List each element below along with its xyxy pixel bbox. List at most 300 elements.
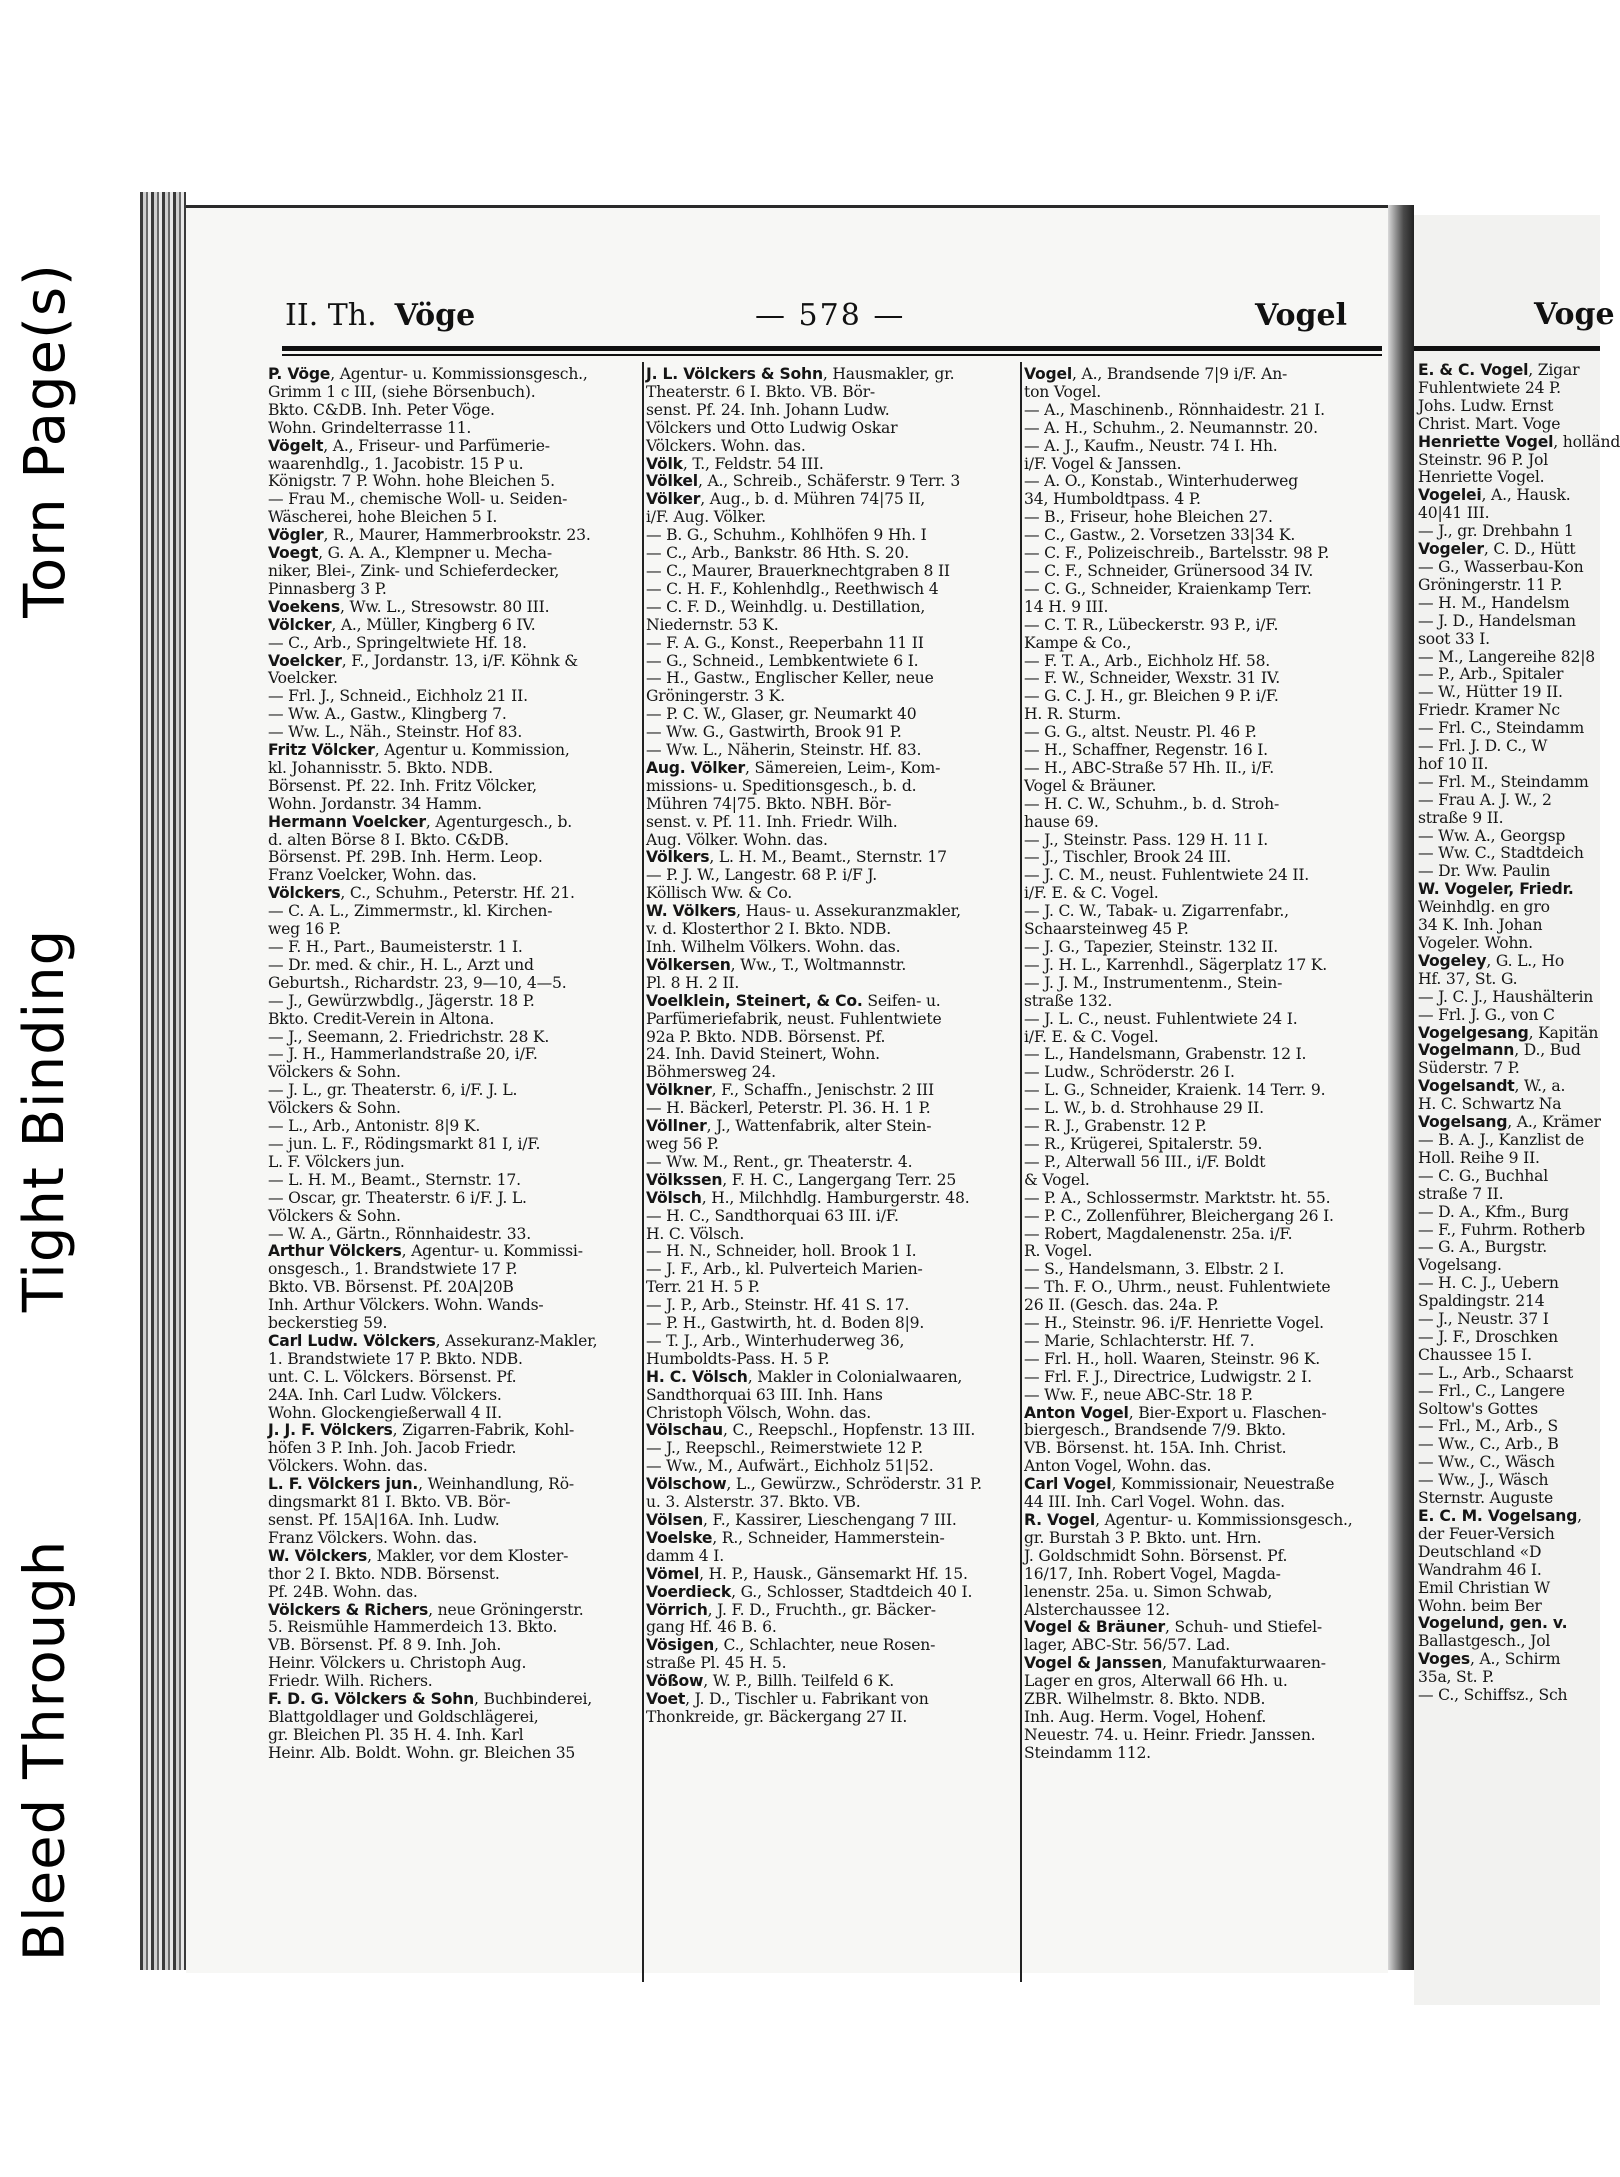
directory-line: — L., Handelsmann, Grabenstr. 12 I. <box>1024 1045 1307 1064</box>
column-divider <box>1020 362 1022 1982</box>
directory-line: — J. H., Hammerlandstraße 20, i/F. <box>268 1045 538 1064</box>
directory-line: höfen 3 P. Inh. Joh. Jacob Friedr. <box>268 1439 517 1458</box>
directory-line: — Ww. G., Gastwirth, Brook 91 P. <box>646 723 902 742</box>
torn-pages-text: Torn Page(s) <box>12 262 78 618</box>
directory-line: Vogelsang, A., Krämer <box>1418 1113 1601 1132</box>
directory-line: — Frau M., chemische Woll- u. Seiden- <box>268 490 568 509</box>
directory-line: 34, Humboldtpass. 4 P. <box>1024 490 1201 509</box>
directory-line: Steindamm 112. <box>1024 1743 1151 1762</box>
entry-name: Voelcker <box>268 651 342 670</box>
directory-line: — J. C. J., Haushälterin <box>1418 987 1594 1006</box>
directory-line: — Frl. F. J., Directrice, Ludwigstr. 2 I. <box>1024 1367 1312 1386</box>
directory-line: Voekens, Ww. L., Stresowstr. 80 III. <box>268 597 550 616</box>
entry-name: Aug. Völker <box>646 758 745 777</box>
entry-name: Henriette Vogel <box>1418 432 1554 451</box>
directory-line: — C. F. D., Weinhdlg. u. Destillation, <box>646 597 926 616</box>
directory-line: Blattgoldlager und Goldschlägerei, <box>268 1707 539 1726</box>
directory-line: Vogelsandt, W., a. <box>1418 1077 1566 1096</box>
directory-line: Kampe & Co., <box>1024 633 1132 652</box>
directory-line: Völschau, C., Reepschl., Hopfenstr. 13 III. <box>646 1421 976 1440</box>
directory-line: Börsenst. Pf. 29B. Inh. Herm. Leop. <box>268 848 543 867</box>
directory-line: Vogel & Bräuner. <box>1024 776 1157 795</box>
directory-line: — D. A., Kfm., Burg <box>1418 1202 1569 1221</box>
directory-line: Vogeler. Wohn. <box>1418 934 1533 952</box>
directory-line: Steinstr. 96 P. Jol <box>1418 450 1549 469</box>
directory-line: — H. Bäckerl, Peterstr. Pl. 36. H. 1 P. <box>646 1099 931 1118</box>
page-number: — 578 — <box>755 298 906 333</box>
directory-line: Bkto. VB. Börsenst. Pf. 20A|20B <box>268 1278 514 1297</box>
directory-line: — G., Schneid., Lembkentwiete 6 I. <box>646 651 919 670</box>
directory-line: — J. F., Arb., kl. Pulverteich Marien- <box>646 1260 923 1279</box>
entry-name: Vögler <box>268 526 324 545</box>
directory-line: — J. L. C., neust. Fuhlentwiete 24 I. <box>1024 1009 1298 1028</box>
directory-line: — R. J., Grabenstr. 12 P. <box>1024 1117 1207 1136</box>
directory-line: waarenhdlg., 1. Jacobistr. 15 P u. <box>268 454 524 473</box>
directory-line: 34 K. Inh. Johan <box>1418 916 1543 935</box>
directory-line: H. C. Schwartz Na <box>1418 1095 1562 1114</box>
directory-line: — P. H., Gastwirth, ht. d. Boden 8|9. <box>646 1314 925 1333</box>
directory-line: Vogel & Janssen, Manufakturwaaren- <box>1024 1654 1326 1673</box>
directory-line: Vogelsang. <box>1418 1256 1502 1275</box>
entry-name: Anton Vogel <box>1024 1403 1129 1422</box>
directory-line: H. C. Völsch. <box>646 1224 745 1243</box>
directory-line: Hermann Voelcker, Agenturgesch., b. <box>268 812 573 831</box>
directory-line: Wohn. beim Ber <box>1418 1596 1542 1615</box>
directory-line: Völckers, C., Schuhm., Peterstr. Hf. 21. <box>268 884 575 903</box>
directory-line: Fuhlentwiete 24 P. <box>1418 378 1561 397</box>
entry-name: Voges <box>1418 1650 1470 1669</box>
directory-line: L. F. Völckers jun. <box>268 1152 405 1171</box>
directory-line: — Ww., J., Wäsch <box>1418 1471 1549 1490</box>
entry-name: Vogelund, gen. v. <box>1418 1614 1568 1633</box>
directory-line: onsgesch., 1. Brandstwiete 17 P. <box>268 1260 518 1279</box>
directory-line: — J., Reepschl., Reimerstwiete 12 P. <box>646 1439 923 1458</box>
directory-line: Völcker, A., Müller, Kingberg 6 IV. <box>268 615 536 634</box>
directory-line: — M., Langereihe 82|8 <box>1418 647 1596 666</box>
directory-line: Inh. Aug. Herm. Vogel, Hohenf. <box>1024 1707 1267 1726</box>
directory-line: — H., ABC-Straße 57 Hh. II., i/F. <box>1024 758 1275 777</box>
directory-line: gang Hf. 46 B. 6. <box>646 1618 777 1637</box>
adjacent-page-column <box>1418 361 1620 1992</box>
torn-pages-label <box>0 130 90 750</box>
directory-line: Völckers & Richers, neue Gröningerstr. <box>268 1600 584 1619</box>
entry-name: Vogeler <box>1418 540 1484 559</box>
directory-line: Niedernstr. 53 K. <box>646 615 779 634</box>
entry-name: F. D. G. Völckers & Sohn <box>268 1690 474 1709</box>
directory-line: — C., Schiffsz., Sch <box>1418 1686 1568 1705</box>
directory-line: H. R. Sturm. <box>1024 705 1121 724</box>
directory-line: Franz Voelcker, Wohn. das. <box>268 866 477 885</box>
directory-line: — Ww. L., Näherin, Steinstr. Hf. 83. <box>646 741 922 760</box>
directory-line: Voelske, R., Schneider, Hammerstein- <box>646 1528 945 1547</box>
entry-name: Voelske <box>646 1528 713 1547</box>
entry-name: H. C. Völsch <box>646 1367 748 1386</box>
directory-line: Carl Ludw. Völckers, Assekuranz-Makler, <box>268 1331 598 1350</box>
directory-line: — Frl. M., Steindamm <box>1418 772 1589 791</box>
directory-line: — F. H., Part., Baumeisterstr. 1 I. <box>268 938 523 956</box>
directory-line: — G. G., altst. Neustr. Pl. 46 P. <box>1024 723 1257 742</box>
directory-line: — F. T. A., Arb., Eichholz Hf. 58. <box>1024 651 1271 670</box>
directory-line: — C. F., Polizeischreib., Bartelsstr. 98 P. <box>1024 544 1330 563</box>
directory-line: — Ww. M., Rent., gr. Theaterstr. 4. <box>646 1152 913 1171</box>
entry-name: Völsen <box>646 1511 704 1529</box>
directory-line: — J. C. M., neust. Fuhlentwiete 24 II. <box>1024 866 1310 885</box>
directory-line: Vörrich, J. F. D., Fruchth., gr. Bäcker- <box>646 1600 936 1619</box>
entry-name: Voet <box>646 1690 686 1709</box>
directory-line: — J. D., Handelsman <box>1418 611 1576 630</box>
directory-line: Vogelgesang, Kapitän <box>1418 1023 1599 1042</box>
directory-line: — Frl. J. D. C., W <box>1418 737 1548 756</box>
entry-name: Vogelgesang <box>1418 1023 1529 1042</box>
directory-line: 35a, St. P. <box>1418 1668 1495 1687</box>
entry-name: Völk <box>646 454 683 473</box>
directory-line: Börsenst. Pf. 22. Inh. Fritz Völcker, <box>268 776 537 795</box>
adjacent-page-fragment <box>1414 215 1620 2005</box>
directory-line: kl. Johannisstr. 5. Bkto. NDB. <box>268 758 493 777</box>
tight-binding-text: Tight Binding <box>12 928 78 1312</box>
entry-name: Voekens <box>268 597 341 616</box>
entry-name: Voerdieck <box>646 1582 732 1601</box>
directory-line: Voges, A., Schirm <box>1418 1650 1561 1669</box>
directory-line: — Frl. H., holl. Waaren, Steinstr. 96 K. <box>1024 1349 1320 1368</box>
directory-line: der Feuer-Versich <box>1418 1524 1555 1543</box>
entry-name: Völkssen <box>646 1170 723 1189</box>
directory-line: i/F. E. & C. Vogel. <box>1024 1027 1159 1046</box>
directory-line: — J., Gewürzwbdlg., Jägerstr. 18 P. <box>268 991 535 1010</box>
directory-line: F. D. G. Völckers & Sohn, Buchbinderei, <box>268 1690 593 1709</box>
directory-line: Völsch, H., Milchhdlg. Hamburgerstr. 48. <box>646 1188 970 1207</box>
directory-line: — L., Arb., Schaarst <box>1418 1363 1574 1382</box>
directory-line: 5. Reismühle Hammerdeich 13. Bkto. <box>268 1618 558 1637</box>
entry-name: L. F. Völckers jun. <box>268 1475 419 1494</box>
directory-line: — J. H. L., Karrenhdl., Sägerplatz 17 K. <box>1024 955 1328 974</box>
directory-line: straße 132. <box>1024 991 1113 1010</box>
entry-name: J. L. Völckers & Sohn <box>646 365 823 383</box>
directory-line: Völschow, L., Gewürzw., Schröderstr. 31 P. <box>646 1475 982 1494</box>
directory-line: Emil Christian W <box>1418 1578 1550 1597</box>
entry-name: Völckers & Richers <box>268 1600 429 1619</box>
directory-line: Deutschland «D <box>1418 1542 1542 1561</box>
directory-line: — B. G., Schuhm., Kohlhöfen 9 Hh. I <box>646 526 927 545</box>
header-rule-thick <box>282 346 1382 351</box>
directory-line: — F. W., Schneider, Wexstr. 31 IV. <box>1024 669 1280 688</box>
directory-line: beckerstieg 59. <box>268 1314 388 1333</box>
entry-name: Vößow <box>646 1672 704 1691</box>
directory-line: Völkersen, Ww., T., Woltmannstr. <box>646 955 907 974</box>
directory-line: W. Völckers, Makler, vor dem Kloster- <box>268 1546 569 1565</box>
directory-line: Heinr. Alb. Boldt. Wohn. gr. Bleichen 35 <box>268 1743 576 1762</box>
directory-line: Völker, Aug., b. d. Mühren 74|75 II, <box>646 490 926 509</box>
directory-line: — G., Wasserbau-Kon <box>1418 557 1584 576</box>
entry-name: Vogelei <box>1418 486 1482 505</box>
entry-name: Völsch <box>646 1188 702 1207</box>
directory-line: unt. C. L. Völckers. Börsenst. Pf. <box>268 1367 517 1386</box>
header-right-word: Vogel <box>1255 298 1347 333</box>
entry-name: E. C. M. Vogelsang <box>1418 1507 1578 1525</box>
directory-line: Anton Vogel, Bier-Export u. Flaschen- <box>1024 1403 1327 1422</box>
directory-line: — A. O., Konstab., Winterhuderweg <box>1024 472 1298 491</box>
directory-line: — H. M., Handelsm <box>1418 593 1570 612</box>
directory-line: — F., Fuhrm. Rotherb <box>1418 1220 1585 1239</box>
directory-line: Voelcker. <box>268 669 338 688</box>
directory-line: Vogel, A., Brandsende 7|9 i/F. An- <box>1024 365 1288 383</box>
directory-line: Vogelmann, D., Bud <box>1418 1041 1581 1060</box>
entry-name: Völkers <box>646 848 710 867</box>
directory-line: H. C. Völsch, Makler in Colonialwaaren, <box>646 1367 963 1386</box>
directory-line: Aug. Völker, Sämereien, Leim-, Kom- <box>646 758 941 777</box>
directory-line: — H., Schaffner, Regenstr. 16 I. <box>1024 741 1268 760</box>
directory-line: — L. H. M., Beamt., Sternstr. 17. <box>268 1170 521 1189</box>
directory-line: — J. J. M., Instrumentenm., Stein- <box>1024 973 1283 992</box>
directory-line: u. 3. Alsterstr. 37. Bkto. VB. <box>646 1493 861 1512</box>
directory-line: — P., Alterwall 56 III., i/F. Boldt <box>1024 1152 1266 1171</box>
directory-line: Parfümeriefabrik, neust. Fuhlentwiete <box>646 1009 942 1028</box>
directory-line: Friedr. Kramer Nc <box>1418 701 1560 720</box>
entry-name: E. & C. Vogel <box>1418 361 1529 379</box>
directory-line: Völckers & Sohn. <box>268 1063 401 1082</box>
directory-line: thor 2 I. Bkto. NDB. Börsenst. <box>268 1564 500 1583</box>
directory-line: — Ww. F., neue ABC-Str. 18 P. <box>1024 1385 1253 1404</box>
entry-name: Völkersen <box>646 955 731 974</box>
directory-line: 14 H. 9 III. <box>1024 597 1109 616</box>
directory-line: — B. A. J., Kanzlist de <box>1418 1130 1585 1149</box>
directory-line: Henriette Vogel, holländ <box>1418 432 1620 451</box>
directory-line: 24A. Inh. Carl Ludw. Völckers. <box>268 1385 502 1404</box>
directory-line: — J., Steinstr. Pass. 129 H. 11 I. <box>1024 830 1268 849</box>
directory-line: Pl. 8 H. 2 II. <box>646 973 740 992</box>
directory-line: Aug. Völker. Wohn. das. <box>646 830 828 849</box>
directory-line: 1. Brandstwiete 17 P. Bkto. NDB. <box>268 1349 523 1368</box>
directory-line: Wohn. Jordanstr. 34 Hamm. <box>268 794 482 813</box>
directory-line: Friedr. Wilh. Richers. <box>268 1672 433 1691</box>
directory-line: — R., Krügerei, Spitalerstr. 59. <box>1024 1134 1263 1153</box>
directory-line: Vögelt, A., Friseur- und Parfümerie- <box>268 436 550 455</box>
entry-name: Vömel <box>646 1564 700 1583</box>
directory-line: — H., Steinstr. 96. i/F. Henriette Vogel. <box>1024 1314 1324 1333</box>
directory-line: — H. N., Schneider, holl. Brook 1 I. <box>646 1242 917 1261</box>
directory-line: Holl. Reihe 9 II. <box>1418 1148 1540 1167</box>
directory-line: Soltow's Gottes <box>1418 1399 1538 1418</box>
directory-line: gr. Burstah 3 P. Bkto. unt. Hrn. <box>1024 1528 1262 1547</box>
directory-line: — B., Friseur, hohe Bleichen 27. <box>1024 508 1273 527</box>
adjacent-header-rule <box>1414 346 1600 351</box>
directory-line: — Oscar, gr. Theaterstr. 6 i/F. J. L. <box>268 1188 527 1207</box>
directory-line: — P. C. W., Glaser, gr. Neumarkt 40 <box>646 705 917 724</box>
directory-line: — F. A. G., Konst., Reeperbahn 11 II <box>646 633 924 652</box>
entry-name: Vogel & Janssen <box>1024 1654 1163 1673</box>
directory-line: Vößow, W. P., Billh. Teilfeld 6 K. <box>646 1672 894 1691</box>
directory-line: — Ww. L., Näh., Steinstr. Hof 83. <box>268 723 523 742</box>
directory-line: Wäscherei, hohe Bleichen 5 I. <box>268 508 498 527</box>
directory-line: weg 16 P. <box>268 920 341 939</box>
directory-line: missions- u. Speditionsgesch., b. d. <box>646 776 917 795</box>
directory-line: Voegt, G. A. A., Klempner u. Mecha- <box>268 544 552 563</box>
directory-line: Alsterchaussee 12. <box>1024 1600 1170 1619</box>
directory-line: E. & C. Vogel, Zigar <box>1418 361 1580 379</box>
entry-name: Vogel <box>1024 365 1073 383</box>
directory-line: Weinhdlg. en gro <box>1418 898 1550 917</box>
directory-line: Völkel, A., Schreib., Schäferstr. 9 Terr. 3 <box>646 472 961 491</box>
directory-line: Thonkreide, gr. Bäckergang 27 II. <box>646 1707 908 1726</box>
directory-line: straße 7 II. <box>1418 1184 1504 1203</box>
directory-line: — S., Handelsmann, 3. Elbstr. 2 I. <box>1024 1260 1285 1279</box>
directory-line: Böhmersweg 24. <box>646 1063 776 1082</box>
directory-line: — C. A. L., Zimmermstr., kl. Kirchen- <box>268 902 553 921</box>
directory-line: W. Völkers, Haus- u. Assekuranzmakler, <box>646 902 961 921</box>
entry-name: Vogel & Bräuner <box>1024 1618 1166 1637</box>
directory-line: Arthur Völckers, Agentur- u. Kommissi- <box>268 1242 583 1261</box>
directory-line: — J., Neustr. 37 I <box>1418 1310 1549 1329</box>
directory-line: — Th. F. O., Uhrm., neust. Fuhlentwiete <box>1024 1278 1331 1297</box>
directory-line: Theaterstr. 6 I. Bkto. VB. Bör- <box>646 382 875 401</box>
directory-line: ZBR. Wilhelmstr. 8. Bkto. NDB. <box>1024 1690 1266 1709</box>
directory-line: — P. A., Schlossermstr. Marktstr. ht. 55. <box>1024 1188 1331 1207</box>
directory-line: Vögler, R., Maurer, Hammerbrookstr. 23. <box>268 526 591 545</box>
directory-line: hof 10 II. <box>1418 754 1489 773</box>
entry-name: W. Völkers <box>646 902 737 921</box>
entry-name: Carl Ludw. Völckers <box>268 1331 436 1350</box>
directory-line: i/F. E. & C. Vogel. <box>1024 884 1159 903</box>
column-divider <box>642 362 644 1982</box>
directory-line: — P., Arb., Spitaler <box>1418 665 1564 684</box>
directory-line: 40|41 III. <box>1418 504 1490 523</box>
directory-line: Pinnasberg 3 P. <box>268 579 387 598</box>
directory-line: R. Vogel, Agentur- u. Kommissionsgesch., <box>1024 1511 1353 1529</box>
directory-line: VB. Börsenst. ht. 15A. Inh. Christ. <box>1024 1439 1287 1458</box>
directory-line <box>1418 881 1600 899</box>
directory-line: Gröningerstr. 3 K. <box>646 687 785 706</box>
directory-line: — C. F., Schneider, Grünersood 34 IV. <box>1024 561 1314 580</box>
directory-line: — C., Gastw., 2. Vorsetzen 33|34 K. <box>1024 526 1296 545</box>
directory-line: — H. C. J., Uebern <box>1418 1274 1559 1293</box>
directory-line: Christoph Völsch, Wohn. das. <box>646 1403 871 1422</box>
header-part: II. Th. <box>285 298 377 333</box>
directory-line: E. C. M. Vogelsang, <box>1418 1507 1582 1525</box>
entry-name: W. Vogeler, Friedr. <box>1418 880 1574 899</box>
directory-line: — Dr. med. & chir., H. L., Arzt und <box>268 955 534 974</box>
directory-line: — Ww., C., Arb., B <box>1418 1435 1559 1454</box>
directory-line: Vömel, H. P., Hausk., Gänsemarkt Hf. 15. <box>646 1564 968 1583</box>
entry-name: Fritz Völcker <box>268 741 375 760</box>
directory-line: — jun. L. F., Rödingsmarkt 81 I, i/F. <box>268 1134 541 1153</box>
directory-line: 24. Inh. David Steinert, Wohn. <box>646 1045 880 1064</box>
book-spine-edge <box>140 192 186 1970</box>
header-left-word: Vöge <box>394 298 476 333</box>
entry-name: R. Vogel <box>1024 1511 1096 1529</box>
directory-line: d. alten Börse 8 I. Bkto. C&DB. <box>268 830 509 849</box>
directory-line: Völckers & Sohn. <box>268 1099 401 1118</box>
directory-line: — J. P., Arb., Steinstr. Hf. 41 S. 17. <box>646 1296 910 1315</box>
directory-line: lager, ABC-Str. 56/57. Lad. <box>1024 1636 1231 1655</box>
directory-line: Franz Völckers. Wohn. das. <box>268 1528 478 1547</box>
directory-line: — Ww., C., Wäsch <box>1418 1453 1555 1472</box>
entry-name: Arthur Völckers <box>268 1242 402 1261</box>
directory-line: — J., Seemann, 2. Friedrichstr. 28 K. <box>268 1027 550 1046</box>
directory-line: Völlner, J., Wattenfabrik, alter Stein- <box>646 1117 932 1136</box>
directory-line: Pf. 24B. Wohn. das. <box>268 1582 418 1601</box>
directory-line: niker, Blei-, Zink- und Schieferdecker, <box>268 561 560 580</box>
directory-line: Voerdieck, G., Schlosser, Stadtdeich 40 I. <box>646 1582 973 1601</box>
directory-line: soot 33 I. <box>1418 629 1490 648</box>
directory-line: — L., Arb., Antonistr. 8|9 K. <box>268 1117 481 1136</box>
directory-line: i/F. Aug. Völker. <box>646 508 766 527</box>
directory-line: — C. H. F., Kohlenhdlg., Reethwisch 4 <box>646 579 939 598</box>
entry-name: J. J. F. Völckers <box>268 1421 393 1440</box>
directory-line: — C. T. R., Lübeckerstr. 93 P., i/F. <box>1024 615 1279 634</box>
directory-line: damm 4 I. <box>646 1546 725 1565</box>
directory-line: — L. W., b. d. Strohhause 29 II. <box>1024 1099 1264 1118</box>
directory-line: Wohn. Glockengießerwall 4 II. <box>268 1403 502 1422</box>
directory-line: — T. J., Arb., Winterhuderweg 36, <box>646 1331 905 1350</box>
entry-name: Vörrich <box>646 1600 708 1619</box>
directory-line: Vösigen, C., Schlachter, neue Rosen- <box>646 1636 936 1655</box>
entry-name: Vogeley <box>1418 951 1487 970</box>
directory-line: Sternstr. Auguste <box>1418 1489 1554 1508</box>
directory-line: Vogeley, G. L., Ho <box>1418 951 1565 970</box>
directory-line: J. L. Völckers & Sohn, Hausmakler, gr. <box>646 365 955 383</box>
directory-line: — J., Tischler, Brook 24 III. <box>1024 848 1232 867</box>
directory-line: Inh. Arthur Völckers. Wohn. Wands- <box>268 1296 544 1315</box>
entry-name: Völkel <box>646 472 698 491</box>
page-gutter-shadow <box>1388 205 1414 1970</box>
directory-line: Neuestr. 74. u. Heinr. Friedr. Janssen. <box>1024 1725 1316 1744</box>
directory-line: Süderstr. 7 P. <box>1418 1059 1520 1078</box>
directory-line: — Ww. A., Gastw., Klingberg 7. <box>268 705 507 724</box>
header-rule-thin <box>282 354 1382 356</box>
entry-name: Vögelt <box>268 436 324 455</box>
directory-line: Mühren 74|75. Bkto. NBH. Bör- <box>646 794 892 813</box>
entry-name: Völlner <box>646 1117 707 1136</box>
directory-line: biergesch., Brandsende 7/9. Bkto. <box>1024 1421 1286 1440</box>
directory-line: — Frl. C., Steindamm <box>1418 719 1585 738</box>
directory-line: Völkers, L. H. M., Beamt., Sternstr. 17 <box>646 848 947 867</box>
directory-line: senst. v. Pf. 11. Inh. Friedr. Wilh. <box>646 812 898 831</box>
directory-line: i/F. Vogel & Janssen. <box>1024 454 1182 473</box>
directory-line: senst. Pf. 24. Inh. Johann Ludw. <box>646 400 890 419</box>
directory-line: Wohn. Grindelterrasse 11. <box>268 418 472 437</box>
directory-line: Vogeler, C. D., Hütt <box>1418 540 1576 559</box>
directory-line: Carl Vogel, Kommissionair, Neuestraße <box>1024 1475 1335 1494</box>
bleed-through-label <box>0 1470 90 2030</box>
directory-line: Sandthorquai 63 III. Inh. Hans <box>646 1385 883 1404</box>
directory-line: — C. G., Schneider, Kraienkamp Terr. <box>1024 579 1312 598</box>
directory-line: — W. A., Gärtn., Rönnhaidestr. 33. <box>268 1224 531 1243</box>
directory-line: — Frl., C., Langere <box>1418 1381 1565 1400</box>
entry-name: Voegt <box>268 544 319 563</box>
directory-column-3 <box>1024 366 1384 1996</box>
directory-line: — L. G., Schneider, Kraienk. 14 Terr. 9. <box>1024 1081 1326 1100</box>
directory-line: Völckers. Wohn. das. <box>268 1457 428 1476</box>
directory-line: Anton Vogel, Wohn. das. <box>1024 1457 1212 1476</box>
directory-line: Bkto. Credit-Verein in Altona. <box>268 1009 495 1028</box>
directory-line: Köllisch Ww. & Co. <box>646 884 792 903</box>
header-part-left <box>285 298 475 333</box>
directory-line: Völckers. Wohn. das. <box>646 436 806 455</box>
page-header <box>285 298 1385 348</box>
directory-line: Fritz Völcker, Agentur u. Kommission, <box>268 741 570 760</box>
bleed-through-text: Bleed Through <box>12 1539 78 1961</box>
entry-name: P. Vöge <box>268 365 331 383</box>
directory-line: Völkssen, F. H. C., Langergang Terr. 25 <box>646 1170 957 1189</box>
entry-name: Vogelsang <box>1418 1113 1508 1132</box>
directory-line: Völkner, F., Schaffn., Jenischstr. 2 III <box>646 1081 934 1100</box>
directory-column-2 <box>646 366 1018 1996</box>
entry-name: Völschau <box>646 1421 723 1440</box>
directory-line: — Ww. A., Georgsp <box>1418 826 1566 845</box>
directory-line: Johs. Ludw. Ernst <box>1418 396 1554 415</box>
directory-line: Humboldts-Pass. H. 5 P. <box>646 1349 830 1368</box>
directory-line: Lager en gros, Alterwall 66 Hh. u. <box>1024 1672 1288 1691</box>
